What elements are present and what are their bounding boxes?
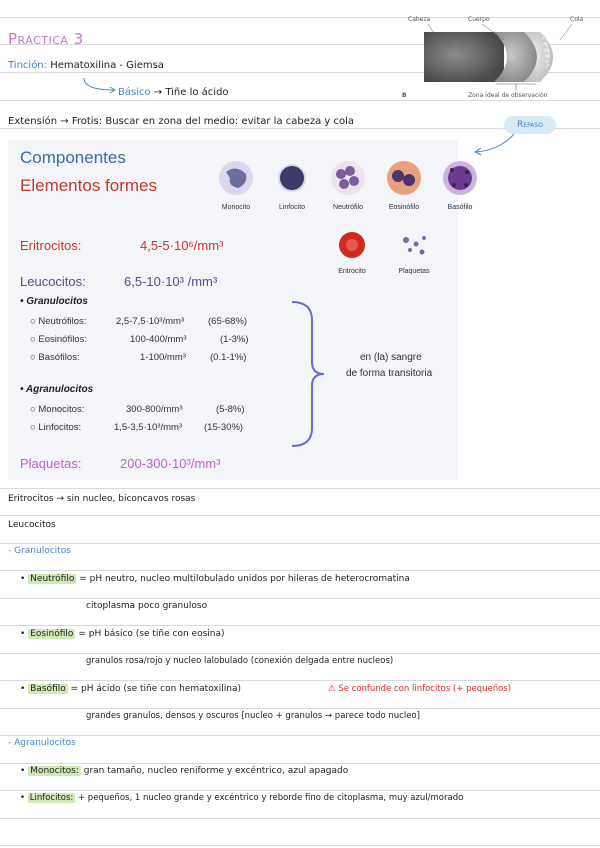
tincion-line — [8, 60, 164, 71]
smear-figure — [400, 14, 590, 104]
basophil-icon — [440, 158, 480, 198]
cell-label: Plaquetas — [398, 268, 430, 275]
plaquetas-label: Plaquetas: — [20, 456, 82, 471]
page-title: Práctica 3 — [8, 30, 84, 48]
gran-pct: (1-3%) — [220, 334, 249, 345]
repaso-badge: Repaso — [504, 116, 556, 134]
note-monocitos: • Monocitos: gran tamaño, nucleo reniforme y excéntrico, azul apagado — [20, 766, 349, 776]
agran-name: Monocitos: — [38, 404, 85, 415]
cell-label: Eosinófilo — [388, 204, 420, 211]
cell-label: Neutrófilo — [333, 204, 363, 211]
cell-label: Eritrocito — [338, 268, 366, 275]
plaquetas-value: 200-300·10³/mm³ — [120, 456, 221, 471]
gran-pct: (65-68%) — [208, 316, 248, 327]
eritrocitos-label: Eritrocitos: — [20, 238, 82, 253]
agran-row-1: ○ Monocitos: — [30, 404, 85, 415]
agran-row-2: ○ Linfocitos: — [30, 422, 82, 433]
extension-label: Extensión → Frotis: — [8, 116, 103, 127]
note-basofilo: • Basófilo = pH ácido (se tiñe con hematoxilina) — [20, 684, 241, 694]
cell-eosinofilo — [378, 158, 430, 211]
repaso-arrow-icon — [470, 132, 520, 156]
agran-name: Linfocitos: — [38, 422, 82, 433]
eosinofilo-label: Eosinófilo — [30, 629, 74, 639]
note-basofilo-warning: ⚠ Se confunde con linfocitos (+ pequeños) — [328, 684, 512, 694]
leucocitos-value: 6,5-10·10³ /mm³ — [124, 274, 218, 289]
cell-plaquetas — [388, 228, 440, 275]
note-eosinofilo: • Eosinófilo = pH básico (se tiñe con eosina) — [20, 629, 225, 639]
extension-text: Buscar en zona del medio: evitar la cabeza y cola — [105, 116, 355, 127]
cell-monocito — [210, 158, 262, 211]
agran-pct: (5-8%) — [216, 404, 245, 415]
gran-row-2: ○ Eosinófilos: — [30, 334, 87, 345]
granulocitos-heading: • Granulocitos — [20, 296, 88, 307]
agran-range: 300-800/mm³ — [126, 404, 183, 415]
granulocitos-label: Granulocitos — [26, 296, 88, 307]
gran-pct: (0.1-1%) — [210, 352, 247, 363]
figure-label-cola: Cola — [570, 16, 584, 23]
tincion-value: Hematoxilina - Giemsa — [50, 60, 164, 71]
basofilo-label: Basófilo — [30, 684, 66, 694]
agran-range: 1,5-3,5·10³/mm³ — [114, 422, 183, 433]
basico-label: Básico — [118, 87, 151, 98]
lymphocyte-icon — [272, 158, 312, 198]
note-eosinofilo-2: granulos rosa/rojo y nucleo lalobulado (conexión delgada entre nucleos) — [86, 656, 394, 666]
gran-range: 2,5-7,5·10³/mm³ — [116, 316, 185, 327]
components-slide — [8, 140, 473, 480]
note-linfocitos: • Linfocitos: + pequeños, 1 nucleo grande y excéntrico y reborde fino de citoplasma, muy azul/morado — [20, 793, 464, 803]
note-neutrofilo-2: citoplasma poco granuloso — [86, 601, 208, 611]
erythrocyte-icon — [332, 228, 372, 262]
eosinophil-icon — [384, 158, 424, 198]
leucocitos-label: Leucocitos: — [20, 274, 86, 289]
cell-neutrofilo — [322, 158, 374, 211]
gran-name: Neutrófilos: — [38, 316, 87, 327]
gran-name: Basófilos: — [38, 352, 80, 363]
monocitos-text: gran tamaño, nucleo reniforme y excéntrico, azul apagado — [83, 766, 349, 776]
note-agranulocitos: - Agranulocitos — [8, 738, 76, 748]
eosinofilo-text: = pH básico (se tiñe con eosina) — [78, 629, 225, 639]
gran-row-1: ○ Neutrófilos: — [30, 316, 87, 327]
figure-panel-letter: B — [402, 92, 407, 99]
tincion-label: Tinción: — [8, 60, 48, 71]
basofilo-text: = pH ácido (se tiñe con hematoxilina) — [70, 684, 241, 694]
blood-smear-illustration — [400, 14, 590, 104]
gran-range: 100-400/mm³ — [130, 334, 187, 345]
note-granulocitos: - Granulocitos — [8, 546, 71, 556]
brace-icon — [290, 300, 330, 450]
agran-pct: (15-30%) — [204, 422, 244, 433]
cell-label: Monocito — [221, 204, 251, 211]
gran-row-3: ○ Basófilos: — [30, 352, 80, 363]
agranulocitos-heading: • Agranulocitos — [20, 384, 94, 395]
note-leucocitos: Leucocitos — [8, 520, 56, 530]
cell-label: Linfocito — [278, 204, 306, 211]
basico-text: → Tiñe lo ácido — [153, 87, 229, 98]
cell-basofilo — [434, 158, 486, 211]
note-neutrofilo: • Neutrófilo = pH neutro, nucleo multilobulado unidos por hileras de heterocromatina — [20, 574, 410, 584]
cell-label: Basófilo — [447, 204, 473, 211]
figure-label-cabeza: Cabeza — [408, 16, 431, 23]
brace-note-2: de forma transitoria — [346, 368, 433, 379]
slide-heading-componentes: Componentes — [20, 148, 126, 167]
agranulocitos-label: Agranulocitos — [25, 384, 94, 395]
cell-eritrocito — [326, 228, 378, 275]
basico-line — [118, 87, 229, 98]
monocitos-label: Monocitos: — [30, 766, 79, 776]
platelets-icon — [394, 228, 434, 262]
brace-note-1: en (la) sangre — [360, 352, 422, 363]
neutrophil-icon — [328, 158, 368, 198]
linfocitos-label: Linfocitos: — [29, 793, 74, 803]
slide-heading-elementos: Elementos formes — [20, 176, 157, 195]
neutrofilo-text: = pH neutro, nucleo multilobulado unidos por hileras de heterocromatina — [79, 574, 410, 584]
figure-label-cuerpo: Cuerpo — [468, 16, 490, 23]
eritrocitos-value: 4,5-5·10⁶/mm³ — [140, 238, 224, 253]
curved-arrow-icon — [80, 76, 120, 96]
cell-linfocito — [266, 158, 318, 211]
figure-caption: Zona ideal de observación — [468, 92, 548, 99]
linfocitos-text: + pequeños, 1 nucleo grande y excéntrico y reborde fino de citoplasma, muy azul/morado — [77, 793, 464, 803]
extension-line — [8, 116, 354, 127]
note-eritrocitos: Eritrocitos → sin nucleo, biconcavos rosas — [8, 494, 196, 504]
gran-name: Eosinófilos: — [38, 334, 87, 345]
monocyte-icon — [216, 158, 256, 198]
gran-range: 1-100/mm³ — [140, 352, 186, 363]
neutrofilo-label: Neutrófilo — [30, 574, 75, 584]
note-basofilo-2: grandes granulos, densos y oscuros [nucleo + granulos → parece todo nucleo] — [86, 711, 420, 721]
